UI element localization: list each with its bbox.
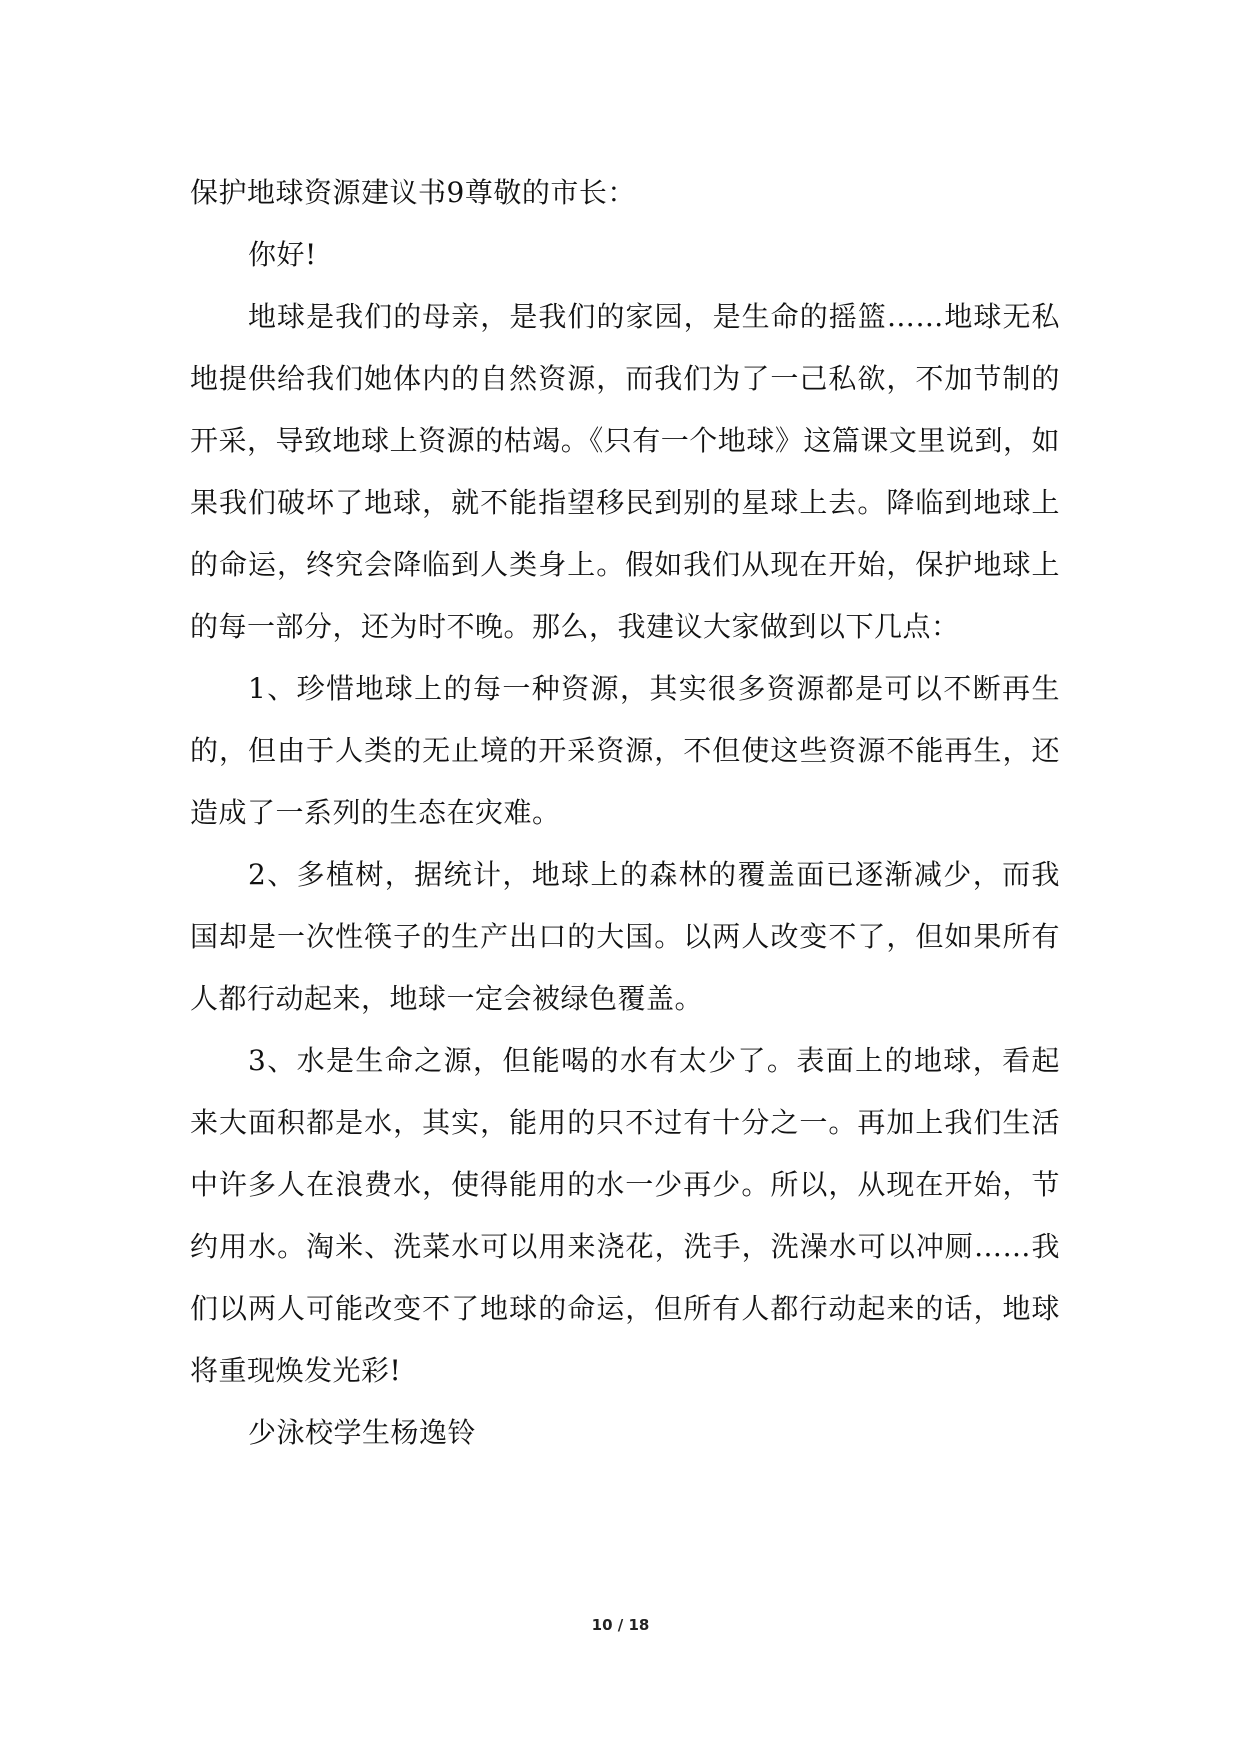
document-body — [190, 162, 1060, 1464]
page-number: 10 / 18 — [591, 1616, 650, 1634]
paragraph-signature: 少泳校学生杨逸铃 — [248, 1416, 477, 1449]
paragraph-title-line: 保护地球资源建议书9尊敬的市长： — [190, 176, 636, 209]
paragraph-point-1: 1、珍惜地球上的每一种资源，其实很多资源都是可以不断再生的，但由于人类的无止境的开采资源，不但使这些资源不能再生，还造成了一系列的生态在灾难。 — [190, 672, 1060, 829]
paragraph-point-3: 3、水是生命之源，但能喝的水有太少了。表面上的地球，看起来大面积都是水，其实，能用的只不过有十分之一。再加上我们生活中许多人在浪费水，使得能用的水一少再少。所以，从现在开始，节约用水。淘米、洗菜水可以用来浇花，洗手，洗澡水可以冲厕……我们以两人可能改变不了地球的命运，但所有人都行动起来的话，地球将重现焕发光彩! — [190, 1044, 1060, 1387]
paragraph-intro: 地球是我们的母亲，是我们的家园，是生命的摇篮……地球无私地提供给我们她体内的自然资源，而我们为了一己私欲，不加节制的开采，导致地球上资源的枯竭。《只有一个地球》这篇课文里说到，如果我们破坏了地球，就不能指望移民到别的星球上去。降临到地球上的命运，终究会降临到人类身上。假如我们从现在开始，保护地球上的每一部分，还为时不晚。那么，我建议大家做到以下几点： — [190, 300, 1060, 643]
paragraph-point-2: 2、多植树，据统计，地球上的森林的覆盖面已逐渐减少，而我国却是一次性筷子的生产出口的大国。以两人改变不了，但如果所有人都行动起来，地球一定会被绿色覆盖。 — [190, 858, 1060, 1015]
paragraph-greeting: 你好! — [248, 238, 317, 271]
